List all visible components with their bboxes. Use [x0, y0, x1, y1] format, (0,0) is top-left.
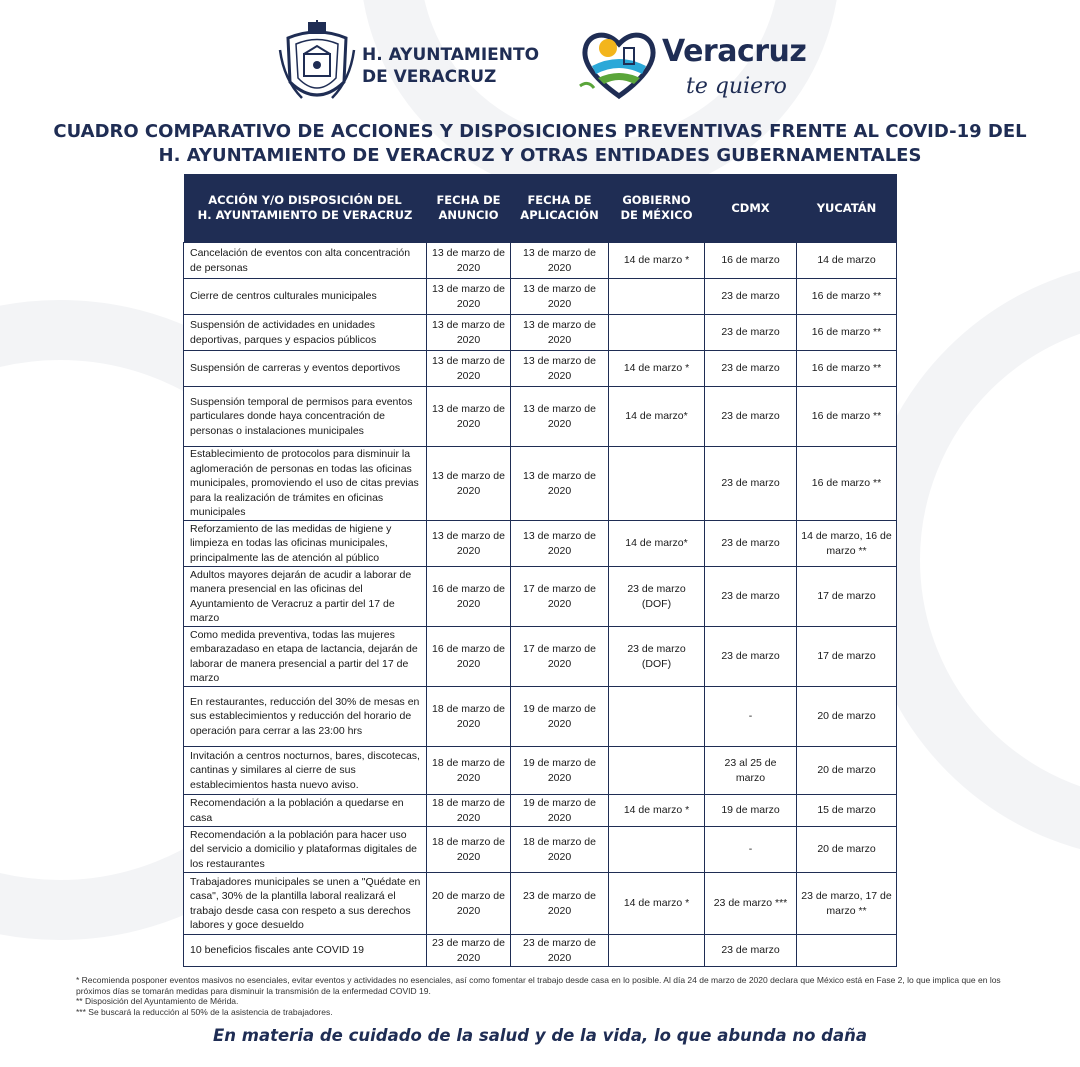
table-row	[184, 873, 897, 935]
cell-fecha-anuncio: 18 de marzo de 2020	[427, 747, 511, 795]
organization-name-line2: DE VERACRUZ	[362, 67, 497, 87]
cell-gobierno-mexico: 14 de marzo *	[609, 351, 705, 387]
table-row	[184, 387, 897, 447]
footnotes	[76, 975, 1006, 1017]
footnote-3: *** Se buscará la reducción al 50% de la asistencia de trabajadores.	[76, 1006, 333, 1017]
cell-cdmx: 23 de marzo	[705, 387, 797, 447]
cell-accion: Establecimiento de protocolos para disminuir la aglomeración de personas en todas las oficinas municipales, promoviendo el uso de citas previas para la realización de trámites en oficinas municipales	[184, 447, 427, 521]
cell-yucatan: 15 de marzo	[797, 795, 897, 827]
cell-fecha-anuncio: 18 de marzo de 2020	[427, 687, 511, 747]
cell-yucatan: 14 de marzo, 16 de marzo **	[797, 521, 897, 567]
column-header-accion: ACCIÓN Y/O DISPOSICIÓN DEL H. AYUNTAMIENTO DE VERACRUZ	[184, 174, 427, 243]
cell-fecha-aplicacion: 13 de marzo de 2020	[511, 387, 609, 447]
cell-cdmx: 23 de marzo	[705, 315, 797, 351]
cell-yucatan: 16 de marzo **	[797, 387, 897, 447]
cell-accion: Trabajadores municipales se unen a "Quédate en casa", 30% de la plantilla laboral realizará el trabajo desde casa con respeto a sus derechos labores y goce desueldo	[184, 873, 427, 935]
cell-gobierno-mexico: 14 de marzo*	[609, 387, 705, 447]
cell-gobierno-mexico	[609, 747, 705, 795]
table-row	[184, 747, 897, 795]
cell-accion: Recomendación a la población para hacer uso del servicio a domicilio y plataformas digitales de los restaurantes	[184, 827, 427, 873]
cell-fecha-aplicacion: 13 de marzo de 2020	[511, 521, 609, 567]
footnote-2: ** Disposición del Ayuntamiento de Mérida.	[76, 996, 239, 1006]
brand-tagline: te quiero	[686, 74, 787, 99]
page-title-line1: CUADRO COMPARATIVO DE ACCIONES Y DISPOSICIONES PREVENTIVAS FRENTE AL COVID-19 DEL	[53, 121, 1027, 142]
table-row	[184, 243, 897, 279]
cell-fecha-anuncio: 18 de marzo de 2020	[427, 795, 511, 827]
cell-fecha-anuncio: 23 de marzo de 2020	[427, 935, 511, 967]
cell-yucatan: 16 de marzo **	[797, 279, 897, 315]
cell-accion: En restaurantes, reducción del 30% de mesas en sus establecimientos y reducción del horario de operación para cerrar a las 23:00 hrs	[184, 687, 427, 747]
column-header-yucatan: YUCATÁN	[797, 174, 897, 243]
cell-cdmx: 19 de marzo	[705, 795, 797, 827]
page-title	[0, 120, 1080, 168]
cell-fecha-aplicacion: 13 de marzo de 2020	[511, 351, 609, 387]
cell-gobierno-mexico	[609, 827, 705, 873]
cell-fecha-aplicacion: 23 de marzo de 2020	[511, 873, 609, 935]
cell-gobierno-mexico	[609, 935, 705, 967]
table-row	[184, 935, 897, 967]
cell-cdmx: -	[705, 687, 797, 747]
table-row	[184, 521, 897, 567]
cell-accion: Cierre de centros culturales municipales	[184, 279, 427, 315]
cell-accion: 10 beneficios fiscales ante COVID 19	[184, 935, 427, 967]
cell-cdmx: 23 al 25 de marzo	[705, 747, 797, 795]
cell-gobierno-mexico: 23 de marzo (DOF)	[609, 627, 705, 687]
table-row	[184, 567, 897, 627]
cell-fecha-anuncio: 13 de marzo de 2020	[427, 521, 511, 567]
cell-accion: Invitación a centros nocturnos, bares, discotecas, cantinas y similares al cierre de sus establecimientos hasta nuevo aviso.	[184, 747, 427, 795]
cell-accion: Suspensión temporal de permisos para eventos particulares donde haya concentración de personas o instalaciones municipales	[184, 387, 427, 447]
cell-accion: Cancelación de eventos con alta concentración de personas	[184, 243, 427, 279]
table-row	[184, 279, 897, 315]
cell-gobierno-mexico	[609, 687, 705, 747]
cell-accion: Recomendación a la población a quedarse en casa	[184, 795, 427, 827]
header	[0, 16, 1080, 116]
cell-accion: Suspensión de actividades en unidades deportivas, parques y espacios públicos	[184, 315, 427, 351]
brand-name: Veracruz	[662, 34, 807, 69]
cell-accion: Como medida preventiva, todas las mujeres embarazadaso en etapa de lactancia, dejarán de laborar de manera presencial a partir del 17 de marzo	[184, 627, 427, 687]
cell-fecha-aplicacion: 23 de marzo de 2020	[511, 935, 609, 967]
column-header-fecha-anuncio: FECHA DE ANUNCIO	[427, 174, 511, 243]
cell-fecha-anuncio: 13 de marzo de 2020	[427, 351, 511, 387]
cell-fecha-aplicacion: 18 de marzo de 2020	[511, 827, 609, 873]
cell-cdmx: 23 de marzo	[705, 521, 797, 567]
comparison-table	[183, 174, 897, 967]
cell-cdmx: 23 de marzo	[705, 567, 797, 627]
cell-gobierno-mexico: 14 de marzo *	[609, 795, 705, 827]
cell-cdmx: 23 de marzo	[705, 627, 797, 687]
table-row	[184, 795, 897, 827]
cell-yucatan: 16 de marzo **	[797, 351, 897, 387]
cell-fecha-anuncio: 16 de marzo de 2020	[427, 567, 511, 627]
column-header-fecha-aplicacion: FECHA DE APLICACIÓN	[511, 174, 609, 243]
cell-fecha-aplicacion: 13 de marzo de 2020	[511, 243, 609, 279]
cell-fecha-aplicacion: 19 de marzo de 2020	[511, 687, 609, 747]
cell-yucatan	[797, 935, 897, 967]
cell-yucatan: 17 de marzo	[797, 567, 897, 627]
cell-fecha-anuncio: 13 de marzo de 2020	[427, 279, 511, 315]
cell-cdmx: 23 de marzo	[705, 447, 797, 521]
coat-of-arms-icon	[278, 20, 356, 110]
cell-gobierno-mexico: 14 de marzo*	[609, 521, 705, 567]
cell-fecha-anuncio: 13 de marzo de 2020	[427, 387, 511, 447]
cell-yucatan: 17 de marzo	[797, 627, 897, 687]
cell-gobierno-mexico	[609, 447, 705, 521]
cell-fecha-aplicacion: 19 de marzo de 2020	[511, 795, 609, 827]
cell-accion: Adultos mayores dejarán de acudir a laborar de manera presencial en las oficinas del Ayuntamiento de Veracruz a partir del 17 de marzo	[184, 567, 427, 627]
column-header-gobierno-mexico: GOBIERNO DE MÉXICO	[609, 174, 705, 243]
cell-fecha-anuncio: 13 de marzo de 2020	[427, 243, 511, 279]
cell-accion: Reforzamiento de las medidas de higiene y limpieza en todas las oficinas municipales, principalmente las de atención al público	[184, 521, 427, 567]
cell-cdmx: 23 de marzo	[705, 935, 797, 967]
cell-gobierno-mexico	[609, 315, 705, 351]
table-row	[184, 687, 897, 747]
cell-yucatan: 16 de marzo **	[797, 315, 897, 351]
footnote-1: * Recomienda posponer eventos masivos no esenciales, evitar eventos y actividades no esenciales, así como fomentar el trabajo desde casa en lo posible. Al día 24 de marzo de 2020 declara que México está en Fase 2, lo que implica que en los próximos días se tomarán medidas para disminuir la transmisión de la enfermedad COVID 19.	[76, 975, 1001, 996]
cell-fecha-anuncio: 13 de marzo de 2020	[427, 447, 511, 521]
cell-fecha-aplicacion: 17 de marzo de 2020	[511, 627, 609, 687]
cell-cdmx: 23 de marzo ***	[705, 873, 797, 935]
cell-yucatan: 20 de marzo	[797, 687, 897, 747]
cell-fecha-anuncio: 13 de marzo de 2020	[427, 315, 511, 351]
cell-fecha-aplicacion: 17 de marzo de 2020	[511, 567, 609, 627]
cell-fecha-aplicacion: 19 de marzo de 2020	[511, 747, 609, 795]
cell-cdmx: 23 de marzo	[705, 351, 797, 387]
organization-name-line1: H. AYUNTAMIENTO	[362, 45, 540, 65]
cell-fecha-anuncio: 18 de marzo de 2020	[427, 827, 511, 873]
cell-yucatan: 16 de marzo **	[797, 447, 897, 521]
cell-yucatan: 20 de marzo	[797, 827, 897, 873]
organization-name	[362, 44, 539, 88]
column-header-cdmx: CDMX	[705, 174, 797, 243]
cell-cdmx: 16 de marzo	[705, 243, 797, 279]
cell-gobierno-mexico	[609, 279, 705, 315]
cell-cdmx: -	[705, 827, 797, 873]
table-row	[184, 827, 897, 873]
table-row	[184, 627, 897, 687]
cell-yucatan: 23 de marzo, 17 de marzo **	[797, 873, 897, 935]
table-row	[184, 447, 897, 521]
cell-yucatan: 20 de marzo	[797, 747, 897, 795]
cell-yucatan: 14 de marzo	[797, 243, 897, 279]
cell-gobierno-mexico: 23 de marzo (DOF)	[609, 567, 705, 627]
table-row	[184, 315, 897, 351]
page-title-line2: H. AYUNTAMIENTO DE VERACRUZ Y OTRAS ENTIDADES GUBERNAMENTALES	[158, 145, 922, 166]
closing-slogan: En materia de cuidado de la salud y de la vida, lo que abunda no daña	[213, 1026, 867, 1045]
cell-fecha-aplicacion: 13 de marzo de 2020	[511, 279, 609, 315]
table-row	[184, 351, 897, 387]
cell-fecha-anuncio: 20 de marzo de 2020	[427, 873, 511, 935]
cell-fecha-anuncio: 16 de marzo de 2020	[427, 627, 511, 687]
cell-gobierno-mexico: 14 de marzo *	[609, 873, 705, 935]
heart-logo-icon	[578, 22, 660, 104]
cell-cdmx: 23 de marzo	[705, 279, 797, 315]
cell-fecha-aplicacion: 13 de marzo de 2020	[511, 447, 609, 521]
table-header-row	[184, 174, 897, 243]
cell-accion: Suspensión de carreras y eventos deportivos	[184, 351, 427, 387]
cell-gobierno-mexico: 14 de marzo *	[609, 243, 705, 279]
cell-fecha-aplicacion: 13 de marzo de 2020	[511, 315, 609, 351]
